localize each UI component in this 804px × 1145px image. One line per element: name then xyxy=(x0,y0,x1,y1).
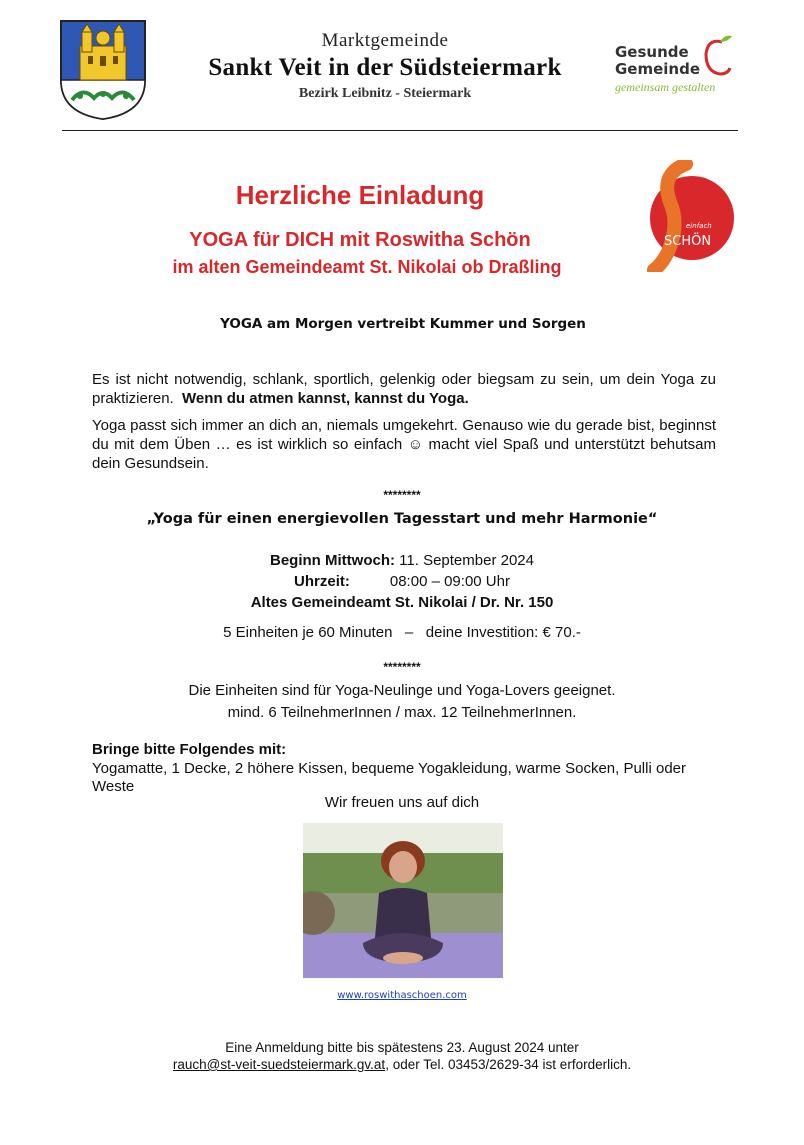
intro-paragraph xyxy=(92,370,716,408)
municipal-crest xyxy=(58,18,148,122)
logo-small-text: einfach xyxy=(686,222,712,230)
begin-line xyxy=(60,552,744,569)
gg-line-3: gemeinsam gestalten xyxy=(615,80,716,94)
header-divider xyxy=(62,130,738,131)
website-link[interactable] xyxy=(200,990,604,1001)
gg-line-2: Gemeinde xyxy=(615,60,701,78)
header-block xyxy=(160,30,610,102)
gesunde-gemeinde-logo xyxy=(615,32,745,102)
second-paragraph: Yoga passt sich immer an dich an, niemals umgekehrt. Genauso wie du gerade bist, beginnst du mit dem Üben … es ist wirklich so einfach ☺ macht viel Spaß und unterstützt behutsam dein Gesundsein. xyxy=(92,417,716,472)
venue-title: im alten Gemeindeamt St. Nikolai ob Draßling xyxy=(172,257,562,277)
invitation-heading: Herzliche Einladung xyxy=(235,180,485,210)
header-line-1: Marktgemeinde xyxy=(321,30,449,51)
instructor-photo xyxy=(303,823,503,978)
email-link[interactable]: rauch@st-veit-suedsteiermark.gv.at xyxy=(172,1057,386,1072)
municipality-name: Sankt Veit in der Südsteiermark xyxy=(208,54,562,81)
audience-line-1: Die Einheiten sind für Yoga-Neulinge und Yoga-Lovers geeignet. xyxy=(188,682,616,699)
audience-line-2: mind. 6 TeilnehmerInnen / max. 12 TeilnehmerInnen. xyxy=(227,704,577,721)
intro-bold: Wenn du atmen kannst, kannst du Yoga. xyxy=(182,390,469,407)
website-link-text[interactable]: www.roswithaschoen.com xyxy=(337,990,467,1001)
footer-line-1: Eine Anmeldung bitte bis spätestens 23. August 2024 unter xyxy=(225,1040,579,1055)
intro-text: Es ist nicht notwendig, schlank, sportlich, gelenkig oder biegsam zu sein, um dein Yoga zu praktizieren. xyxy=(92,371,716,407)
course-title: YOGA für DICH mit Roswitha Schön xyxy=(189,229,531,251)
separator-stars: ******** xyxy=(383,488,421,502)
subtitle: YOGA am Morgen vertreibt Kummer und Sorgen xyxy=(220,316,586,332)
time-label: Uhrzeit: xyxy=(294,573,350,590)
units-line: 5 Einheiten je 60 Minuten – deine Investition: € 70.- xyxy=(223,624,581,641)
begin-label: Beginn Mittwoch: xyxy=(270,552,395,569)
bring-title: Bringe bitte Folgendes mit: xyxy=(92,741,287,758)
einfach-schoen-logo xyxy=(640,160,740,272)
time-line xyxy=(60,573,744,590)
district-line: Bezirk Leibnitz - Steiermark xyxy=(298,86,472,101)
apple-icon xyxy=(700,32,740,80)
footer-line-2 xyxy=(60,1057,744,1072)
logo-big-text: SCHÖN xyxy=(664,234,712,249)
welcome-line: Wir freuen uns auf dich xyxy=(324,794,480,811)
place-line: Altes Gemeindeamt St. Nikolai / Dr. Nr. 150 xyxy=(250,594,554,611)
bring-items: Yogamatte, 1 Decke, 2 höhere Kissen, bequeme Yogakleidung, warme Socken, Pulli oder Weste xyxy=(92,760,686,795)
gg-line-1: Gesunde xyxy=(615,43,689,61)
course-quote: „Yoga für einen energievollen Tagesstart und mehr Harmonie“ xyxy=(146,511,658,527)
begin-value: 11. September 2024 xyxy=(399,552,534,569)
footer-phone-text: , oder Tel. 03453/2629-34 ist erforderlich. xyxy=(385,1057,632,1072)
separator-stars-2: ******** xyxy=(383,660,421,674)
time-value: 08:00 – 09:00 Uhr xyxy=(389,573,510,590)
